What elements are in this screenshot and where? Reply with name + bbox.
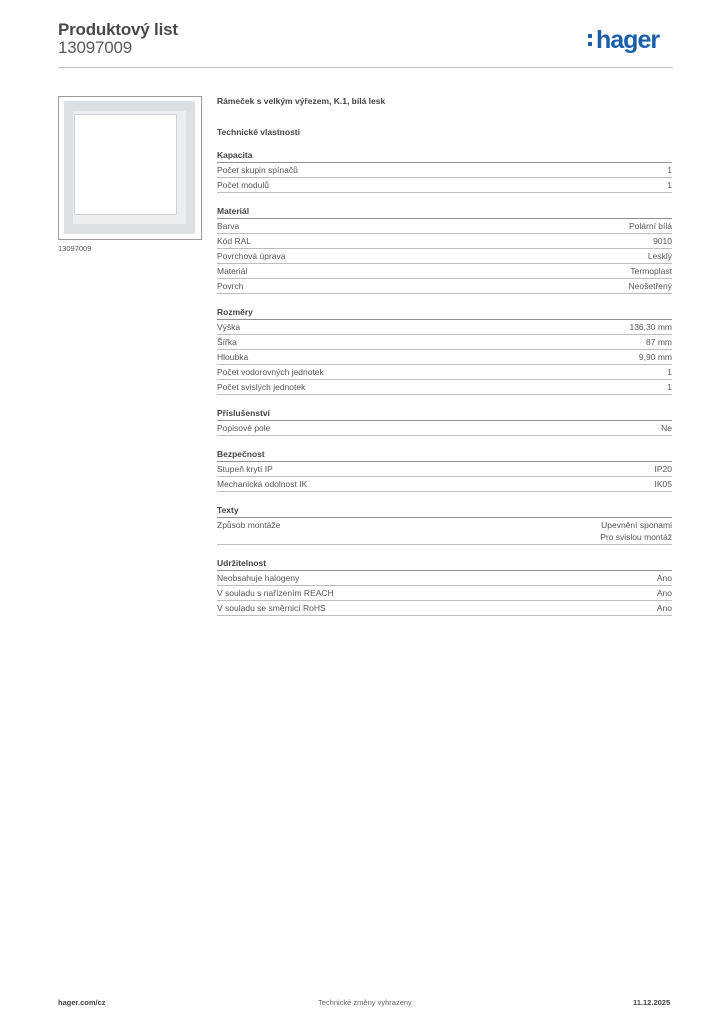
section-heading: Bezpečnost <box>217 447 672 462</box>
spec-value <box>667 163 672 177</box>
footer-date: 11.12.2025 <box>633 998 671 1007</box>
section-gap <box>217 492 672 503</box>
spec-row <box>217 163 672 178</box>
spec-value <box>629 219 672 233</box>
spec-value-line: Termoplast <box>630 266 672 276</box>
spec-value-line: Upevnění sponami <box>601 520 672 530</box>
spec-label: Hloubka <box>217 352 249 362</box>
spec-row <box>217 178 672 193</box>
spec-label: Způsob montáže <box>217 520 281 530</box>
logo-text: hager <box>596 26 660 54</box>
spec-label: Šířka <box>217 337 237 347</box>
section-heading: Materiál <box>217 204 672 219</box>
product-image <box>58 96 202 240</box>
spec-sections <box>217 148 672 616</box>
spec-value <box>653 234 672 248</box>
spec-value-line: 136,30 mm <box>629 322 672 332</box>
frame-cutout-shape <box>74 114 177 215</box>
spec-value-line: Ano <box>656 588 672 598</box>
footer-note: Technické změny vyhrazeny <box>318 998 412 1007</box>
spec-row <box>217 350 672 365</box>
spec-value-line: 1 <box>667 165 672 175</box>
spec-value-line: IP20 <box>654 464 672 474</box>
footer-website: hager.com/cz <box>58 998 106 1007</box>
spec-row <box>217 234 672 249</box>
spec-content <box>217 96 672 616</box>
spec-value <box>657 571 672 585</box>
spec-row <box>217 320 672 335</box>
spec-value-line: 87 mm <box>646 337 672 347</box>
spec-row <box>217 421 672 436</box>
spec-value <box>667 380 672 394</box>
spec-row <box>217 477 672 492</box>
spec-value <box>639 350 672 364</box>
spec-value-line: Ano <box>656 603 672 613</box>
spec-value-line: Lesklý <box>647 251 672 261</box>
spec-value-line: Ano <box>656 573 672 583</box>
spec-row <box>217 380 672 395</box>
product-number: 13097009 <box>58 38 133 57</box>
spec-value-line: 1 <box>667 367 672 377</box>
spec-value <box>661 421 672 435</box>
spec-value <box>646 335 672 349</box>
image-caption: 13097009 <box>58 244 92 253</box>
spec-value <box>629 320 672 334</box>
spec-row <box>217 462 672 477</box>
spec-row <box>217 518 672 545</box>
spec-row <box>217 365 672 380</box>
spec-value-line: Neošetřený <box>628 281 672 291</box>
spec-value-line: 9010 <box>653 236 672 246</box>
spec-value-line: Ne <box>661 423 672 433</box>
spec-value <box>630 264 672 278</box>
spec-label: Barva <box>217 221 240 231</box>
spec-value <box>648 249 672 263</box>
spec-label: V souladu s nařízením REACH <box>217 588 334 598</box>
spec-value-line: 1 <box>667 382 672 392</box>
section-heading: Příslušenství <box>217 406 672 421</box>
spec-value <box>655 477 673 491</box>
spec-label: Počet modulů <box>217 180 269 190</box>
section-heading: Kapacita <box>217 148 672 163</box>
section-gap <box>217 294 672 305</box>
technical-properties-heading: Technické vlastnosti <box>217 127 300 137</box>
product-name: Rámeček s velkým výřezem, K.1, bílá lesk <box>217 96 386 106</box>
spec-label: Mechanická odolnost IK <box>217 479 308 489</box>
spec-label: Stupeň krytí IP <box>217 464 273 474</box>
spec-label: Kód RAL <box>217 236 252 246</box>
spec-label: Počet skupin spínačů <box>217 165 298 175</box>
spec-label: Popisové pole <box>217 423 271 433</box>
spec-row <box>217 219 672 234</box>
spec-value-line: 1 <box>667 180 672 190</box>
spec-row <box>217 249 672 264</box>
spec-value <box>629 279 672 293</box>
section-gap <box>217 436 672 447</box>
spec-label: Výška <box>217 322 241 332</box>
hager-logo <box>596 26 659 55</box>
spec-label: Materiál <box>217 266 248 276</box>
spec-label: Počet vodorovných jednotek <box>217 367 324 377</box>
section-gap <box>217 545 672 556</box>
spec-value-line: IK05 <box>654 479 672 489</box>
spec-value <box>667 365 672 379</box>
spec-label: Povrchová úprava <box>217 251 286 261</box>
section-gap <box>217 193 672 204</box>
spec-label: Počet svislých jednotek <box>217 382 306 392</box>
spec-value <box>657 586 672 600</box>
spec-label: Neobsahuje halogeny <box>217 573 300 583</box>
spec-row <box>217 335 672 350</box>
spec-row <box>217 586 672 601</box>
spec-value-line: Pro svislou montáž <box>600 532 672 542</box>
spec-value <box>657 601 672 615</box>
section-gap <box>217 395 672 406</box>
spec-value-line: Polární bílá <box>629 221 672 231</box>
spec-value <box>667 178 672 192</box>
section-heading: Udržitelnost <box>217 556 672 571</box>
section-heading: Texty <box>217 503 672 518</box>
spec-label: Povrch <box>217 281 244 291</box>
spec-value <box>655 462 673 476</box>
spec-label: V souladu se směrnicí RoHS <box>217 603 326 613</box>
header-divider <box>58 67 673 68</box>
spec-row <box>217 571 672 586</box>
spec-row <box>217 601 672 616</box>
spec-value <box>600 518 672 544</box>
document-title: Produktový list <box>58 20 178 39</box>
spec-row <box>217 279 672 294</box>
logo-dots-icon <box>588 34 593 50</box>
spec-value-line: 9,90 mm <box>638 352 672 362</box>
spec-row <box>217 264 672 279</box>
section-heading: Rozměry <box>217 305 672 320</box>
